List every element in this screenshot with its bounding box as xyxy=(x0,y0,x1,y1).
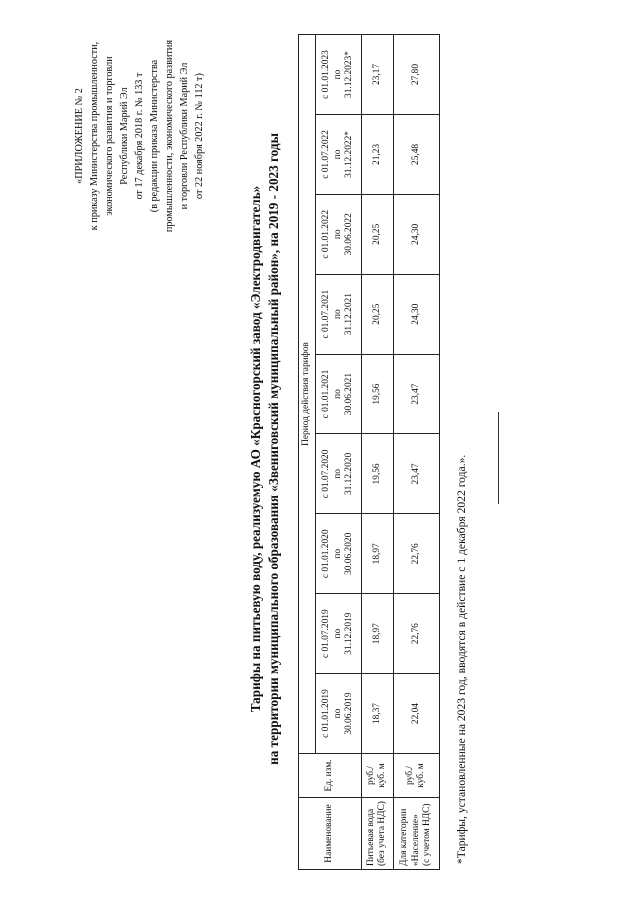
period-cell: с 01.07.2022 по 31.12.2022* xyxy=(316,115,362,195)
appendix-line: экономического развития и торговли xyxy=(104,56,115,216)
tariff-value: 23,17 xyxy=(362,35,394,115)
row-unit: руб./ куб. м xyxy=(362,754,394,798)
appendix-header xyxy=(72,20,207,252)
tariff-value: 23,47 xyxy=(393,434,439,514)
period-cell: с 01.01.2019 по 30.06.2019 xyxy=(316,674,362,754)
appendix-line: Республики Марий Эл xyxy=(119,87,130,185)
tariff-value: 22,04 xyxy=(393,674,439,754)
tariff-value: 18,37 xyxy=(362,674,394,754)
title-line-1: Тарифы на питьевую воду, реализуемую АО «Красногорский завод «Электродвигатель» xyxy=(248,185,263,713)
table-row xyxy=(393,35,439,870)
table-header-row xyxy=(299,35,316,870)
row-name: Для категории «Население» (с учетом НДС) xyxy=(393,798,439,870)
period-cell: с 01.01.2023 по 31.12.2023* xyxy=(316,35,362,115)
tariff-value: 21,23 xyxy=(362,115,394,195)
tariff-value: 22,76 xyxy=(393,514,439,594)
title-line-2: на территории муниципального образования «Звениговский муниципальный район», на 2019 - 2023 годы xyxy=(266,133,281,765)
table-row xyxy=(362,35,394,870)
appendix-line: от 17 декабря 2018 г. № 133 т xyxy=(134,72,145,200)
tariff-value: 24,30 xyxy=(393,274,439,354)
tariff-value: 27,80 xyxy=(393,35,439,115)
footnote: *Тарифы, установленные на 2023 год, вводятся в действие с 1 декабря 2022 года.». xyxy=(455,454,468,864)
period-cell: с 01.07.2020 по 31.12.2020 xyxy=(316,434,362,514)
tariff-value: 19,56 xyxy=(362,354,394,434)
header-period: Период действия тарифов xyxy=(299,35,316,754)
appendix-line: «ПРИЛОЖЕНИЕ № 2 xyxy=(74,88,85,184)
tariff-value: 24,30 xyxy=(393,194,439,274)
appendix-line: от 22 ноября 2022 г. № 112 т) xyxy=(194,73,205,199)
tariff-value: 25,48 xyxy=(393,115,439,195)
separator-line xyxy=(498,412,499,504)
period-cell: с 01.01.2021 по 30.06.2021 xyxy=(316,354,362,434)
tariff-value: 19,56 xyxy=(362,434,394,514)
tariff-value: 22,76 xyxy=(393,594,439,674)
appendix-line: промышленности, экономического развития xyxy=(164,39,175,233)
appendix-line: и торговли Республики Марий Эл xyxy=(179,62,190,210)
document-title xyxy=(247,54,283,844)
period-cell: с 01.01.2020 по 30.06.2020 xyxy=(316,514,362,594)
tariff-value: 23,47 xyxy=(393,354,439,434)
tariff-value: 20,25 xyxy=(362,274,394,354)
period-cell: с 01.07.2021 по 31.12.2021 xyxy=(316,274,362,354)
period-header-row xyxy=(316,35,362,870)
row-unit: руб./ куб. м xyxy=(393,754,439,798)
tariff-value: 18,97 xyxy=(362,594,394,674)
header-name: Наименование xyxy=(299,798,362,870)
tariff-table xyxy=(298,34,440,870)
appendix-line: к приказу Министерства промышленности, xyxy=(89,41,100,231)
tariff-value: 20,25 xyxy=(362,194,394,274)
period-cell: с 01.07.2019 по 31.12.2019 xyxy=(316,594,362,674)
tariff-value: 18,97 xyxy=(362,514,394,594)
row-name: Питьевая вода (без учета НДС) xyxy=(362,798,394,870)
header-unit: Ед. изм. xyxy=(299,754,362,798)
appendix-line: (в редакции приказа Министерства xyxy=(149,59,160,213)
period-cell: с 01.01.2022 по 30.06.2022 xyxy=(316,194,362,274)
